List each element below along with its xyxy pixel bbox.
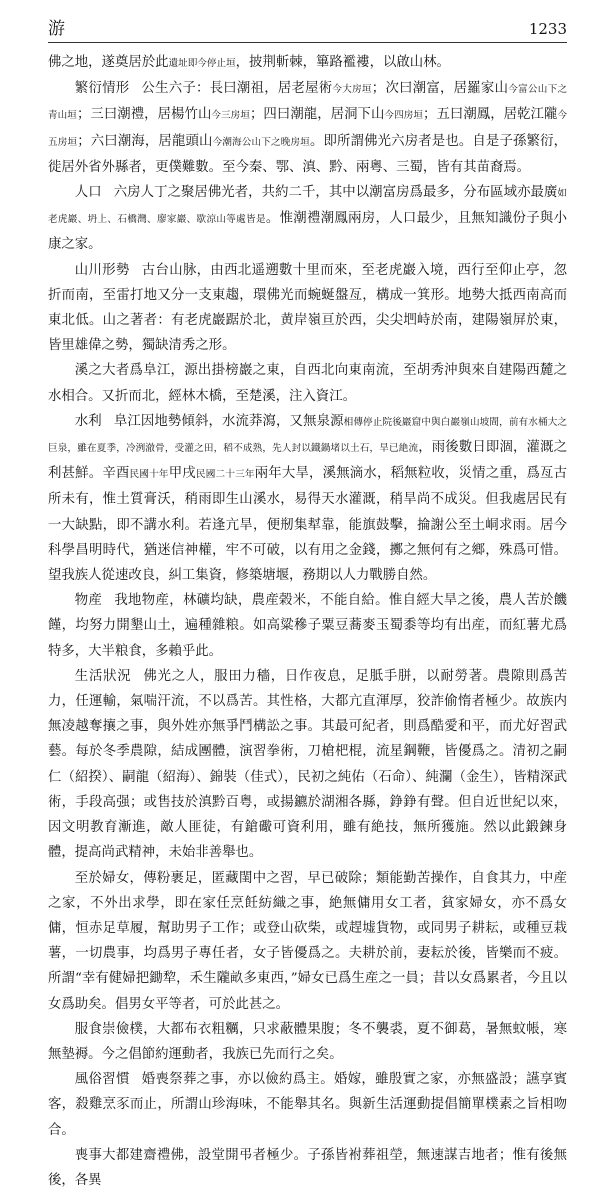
paragraph-text: 甲戌 xyxy=(168,466,196,482)
paragraph-text: 服食崇儉樸，大都布衣粗糲，只求蔽體果腹；冬不襲裘，夏不御葛，暑無蚊帳，寒無墊褥。今之倡節約運動者，我族已先而行之矣。 xyxy=(48,1021,567,1062)
paragraph-text: 。即所謂佛光六房者是也。自是子孫繁衍，徙居外省外縣者，更僕難數。至今秦、鄂、滇、黔、兩粵、三蜀，皆有其苗裔焉。 xyxy=(48,133,568,175)
annotation-note: 今三房垣 xyxy=(211,110,250,122)
annotation-note: 今潮海公山下之晚房垣 xyxy=(212,136,310,148)
section-heading: 物産 xyxy=(74,593,103,609)
paragraph xyxy=(48,588,567,664)
paragraph xyxy=(48,1017,567,1067)
section-heading: 繁衍情形 xyxy=(74,81,130,97)
paragraph xyxy=(48,76,567,180)
section-title: 游 xyxy=(48,19,65,39)
annotation-note: 民國二十三年 xyxy=(195,469,255,481)
paragraph xyxy=(48,1067,567,1143)
paragraph xyxy=(48,664,567,866)
paragraph-text: 溪之大者爲阜江，源出掛榜巖之東，自西北向東南流，至胡秀沖與來自建陽西麓之水相合。又折而北，經林木橋，至楚溪，注入資江。 xyxy=(48,363,567,404)
paragraph xyxy=(48,180,567,258)
paragraph-text: ；六曰潮海，居龍頭山 xyxy=(77,133,213,149)
paragraph-text: 。惟潮禮潮鳳兩房，人口最少，且無知識份子與小康之家。 xyxy=(48,211,567,253)
annotation-note: 今富公山下之青山垣 xyxy=(48,84,568,122)
paragraph-text: 佛光之人，服田力穡，日作夜息，足胝手胼，以耐勞著。農隙則爲苦力，任運輸，氣喘汗流，不以爲苦。其性格，大都亢直渾厚，狡詐偷惰者極少。故族内無凌越奪攘之事，與外姓亦無爭鬥構訟之事。其最可紀者，則爲酷愛和平，而尤好習武藝。每於冬季農隙，結成團體，演習拳術，刀槍杷棍，流星鋼鞭，皆優爲之。清初之嗣仁（紹揆）、嗣龍（紹海）、錦裝（佳式），民初之純佑（石命）、純瀾（金生），皆精深武術，手段高强；或售技於滇黔百粤，或揚鑣於湖湘各縣，錚錚有聲。但自近世紀以來，因文明教育漸進，敵人匪徒，有鎗礮可資利用，雖有絶技，無所獲施。然以此鍛鍊身體，提高尚武精神，未始非善舉也。 xyxy=(48,668,567,861)
paragraph-text: 佛之地，遂奠居於此 xyxy=(48,55,169,70)
annotation-note: 遺址即今停止垣 xyxy=(168,58,236,69)
paragraph-text: 兩年大旱，溪無滴水，稻無粒收，災情之重，爲亙古所未有，惟土質膏沃，稍雨即生山溪水，易得天水灌溉，稍旱尚不成災。但我處居民有一大缺點，即不講水利。若逢亢旱，便剏集犎靠，能旗鼓擊，掄謝公至土峒求雨。居今科學昌明時代，猶迷信神權，牢不可破，以有用之金錢，擲之無何有之鄉，殊爲可惜。望我族人從速改良，糾工集資，修築塘堰，務期以人力戰勝自然。 xyxy=(48,466,568,584)
annotation-note: 如老虎巖、坍上、石橋灣、廖家巖、歇涼山等處皆是 xyxy=(48,188,567,226)
annotation-note: 今四房垣 xyxy=(384,110,424,122)
annotation-note: 今五房垣 xyxy=(48,110,568,148)
paragraph-text: ；次曰潮富，居羅家山 xyxy=(371,81,509,97)
section-heading: 生活狀況 xyxy=(74,668,132,684)
annotation-note: 今大房垣 xyxy=(332,84,372,96)
section-heading: 水利 xyxy=(74,413,102,429)
paragraph-text: 至於婦女，傳粉裹足，匿藏閨中之習，早已破除；類能勤苦操作，自食其力，中産之家，不外出求學，即在家任烹飪紡織之事，絶無傭用女工者，貧家婦女，亦不爲女傭，恒赤足草履，幫助男子工作；或登山砍柴，或趕墟貨物，或同男子耕耘，或種豆栽薯，一切農事，均爲男子專任者，女子皆優爲之。夫耕於前，妻耘於後，皆樂而不疲。所謂“幸有健婦把鋤犂，禾生隴畝多東西，”婦女已爲生産之一員；昔以女爲累者，今且以女爲助矣。倡男女平等者，可於此甚之。 xyxy=(48,870,567,1012)
paragraph-text: ，雨後數日即涸，灌溉之利甚鮮。辛酉 xyxy=(48,440,568,482)
paragraph xyxy=(48,409,567,588)
page-number: 1233 xyxy=(528,20,567,38)
paragraph-text: 我地物産，林礦均缺，農産榖米，不能自給。惟自經大旱之後，農人苦於饑饉，均努力開墾山土，遍種雜粮。如高粱穇子粟豆蕎麥玉蜀黍等均有出産，而紅薯尤爲特多，大半粮食，多賴乎此。 xyxy=(48,593,568,659)
section-heading: 山川形勢 xyxy=(74,262,130,278)
section-heading: 人口 xyxy=(74,185,102,201)
paragraph-text: ；五曰潮鳳，居乾江隴 xyxy=(423,107,558,123)
paragraph-text: ；三曰潮禮，居楊竹山 xyxy=(76,107,212,123)
page-body xyxy=(48,50,567,1193)
paragraph xyxy=(48,358,567,408)
paragraph-text: 古台山脉，由西北遥遡數十里而來，至老虎巖入境，西行至仰止亭，忽折而南，至雷打地又分一支東趨，環佛光而蜿蜒盤亙，構成一箕形。地勢大抵西南高而東北低。山之著者：有老虎巖踞於北，黄岸嶺亘於西，尖尖垇峙於南，建陽嶺屏於東，皆里雄偉之勢，獨缺清秀之形。 xyxy=(48,262,568,354)
paragraph-text: 公生六子：長曰潮祖，居老屋術 xyxy=(141,81,333,97)
paragraph-text: 六房人丁之聚居佛光者，共約二千，其中以潮富房爲最多，分布區域亦最廣 xyxy=(113,185,558,201)
page-header xyxy=(48,18,567,43)
paragraph xyxy=(48,258,567,359)
annotation-note: 相傳停止院後巖窟中與白巖嶺山坡間，前有水桶大之巨泉，雖在夏季，冷洌澈骨，受灌之田，稻不成熟，先人封以鐵鍋堵以土石，旱已絶流 xyxy=(48,416,568,455)
annotation-note: 民國十年 xyxy=(129,469,169,481)
paragraph-text: 婚喪祭葬之事，亦以儉約爲主。婚嫁，雖殷實之家，亦無盛設；讌享賓客，殺雞烹豕而止，所謂山珍海味，不能舉其名。與新生活運動提倡簡單樸素之旨相吻合。 xyxy=(48,1072,568,1138)
paragraph-text: ；四曰潮龍，居洞下山 xyxy=(249,107,385,123)
paragraph-text: 喪事大都建齋禮佛，設堂開弔者極少。子孫皆袝葬祖塋，無速謀吉地者；惟有後無後，各異 xyxy=(48,1147,567,1188)
paragraph xyxy=(48,50,567,76)
paragraph xyxy=(48,1143,567,1193)
paragraph-text: 阜江因地勢傾斜，水流莽瀉，又無泉源 xyxy=(113,413,344,429)
section-heading: 風俗習慣 xyxy=(74,1072,130,1088)
paragraph xyxy=(48,866,567,1017)
paragraph-text: ，披荆斬棘，篳路襤褸，以啟山林。 xyxy=(235,55,450,70)
